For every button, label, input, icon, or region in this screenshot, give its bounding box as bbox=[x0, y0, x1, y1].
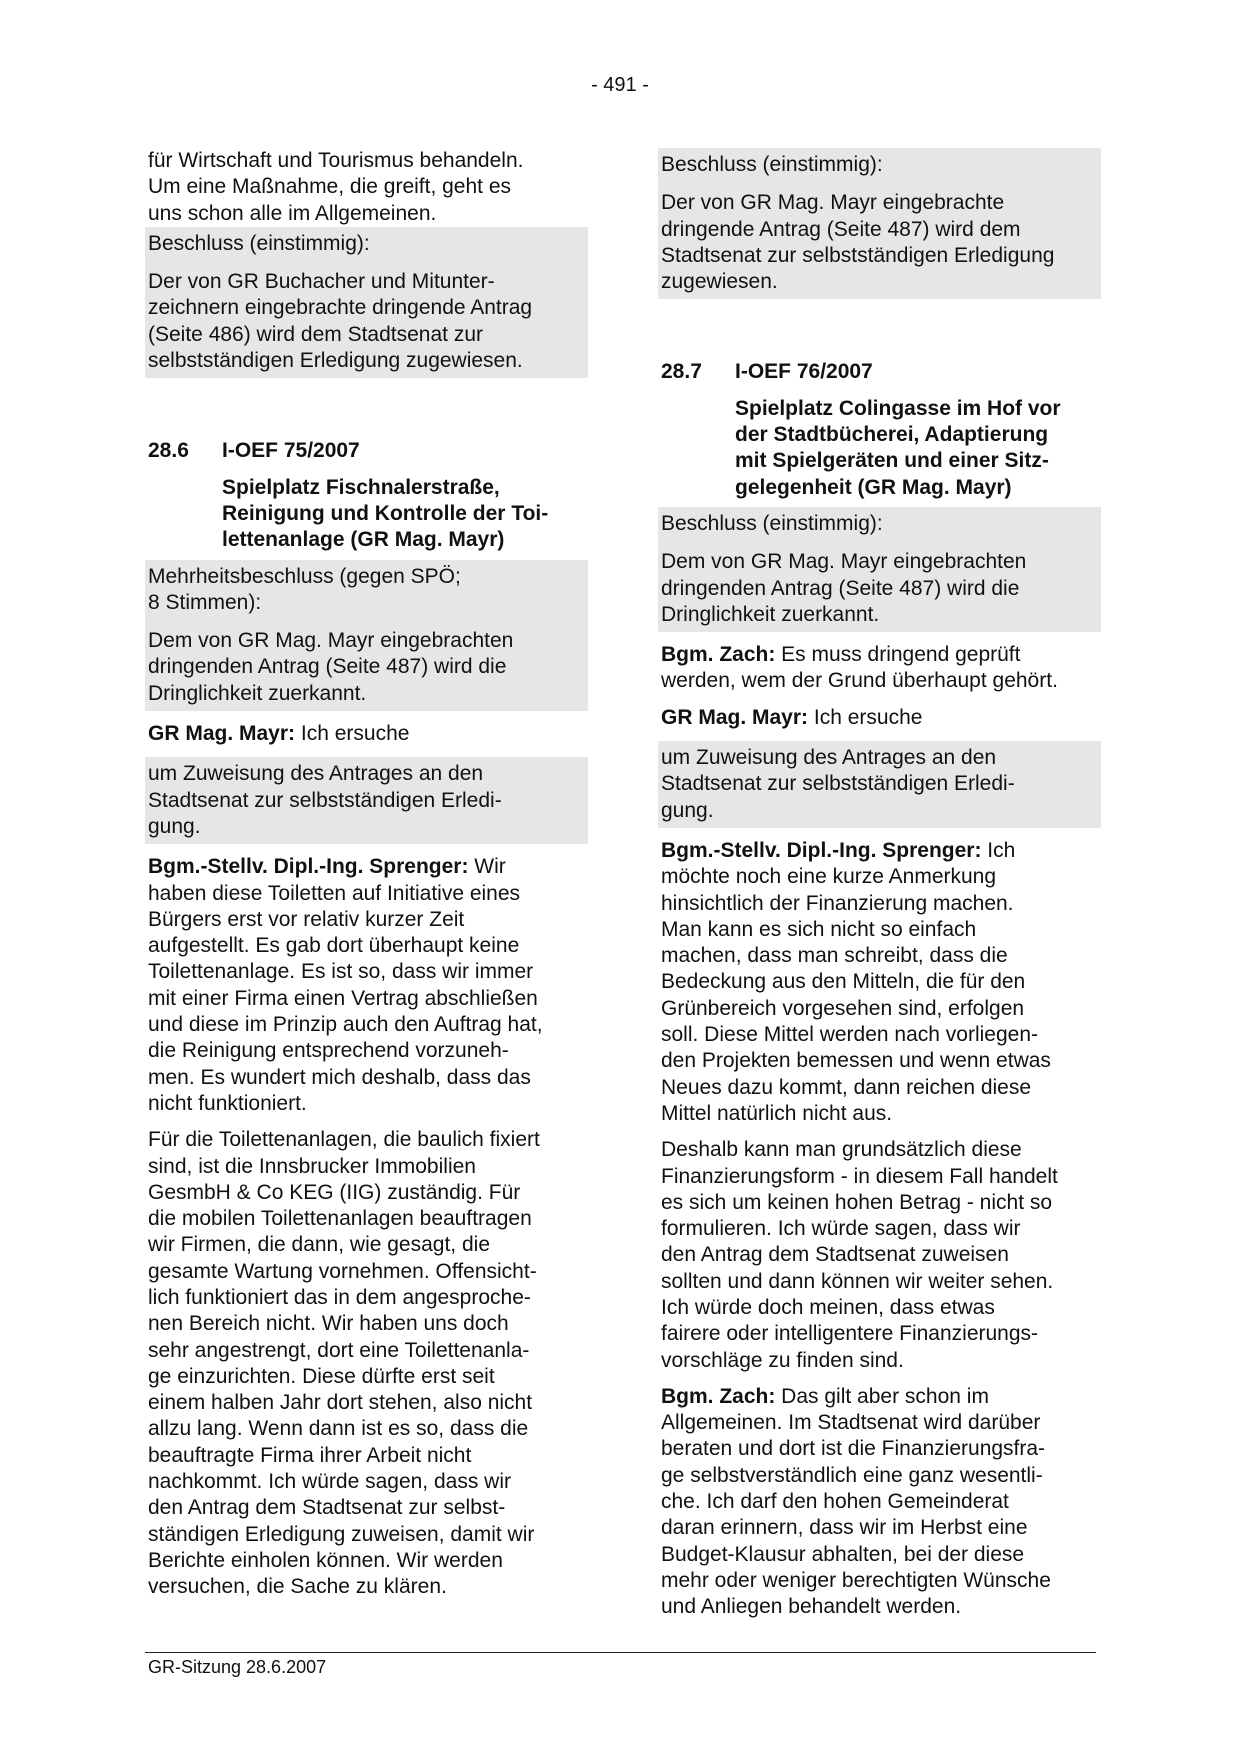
speech-text: Wir haben diese Toiletten auf Initiative eines Bürgers erst vor relativ kurzer Zeit aufgestellt. Es gab dort überhaupt keine Toilettenanlage. Es ist so, dass wir immer mit einer Firma einen Vertrag abschließen und diese im Prinzip auch den Auftrag hat, die Reinigung entsprechend vorzuneh- men. Es wundert mich deshalb, dass das nicht funktioniert. bbox=[148, 855, 543, 1115]
request-text: um Zuweisung des Antrages an den Stadtsenat zur selbstständigen Erledi- gung. bbox=[661, 746, 1015, 822]
speaker-name: Bgm. Zach: bbox=[661, 643, 776, 667]
speaker-name: Bgm. Zach: bbox=[661, 1384, 776, 1408]
footer-divider bbox=[145, 1652, 1096, 1653]
resolution-text: Der von GR Buchacher und Mitunter- zeichnern eingebrachte dringende Antrag (Seite 486) wird dem Stadtsenat zur selbstständigen Erledigung zugewiesen. bbox=[148, 270, 533, 373]
request-text: um Zuweisung des Antrages an den Stadtsenat zur selbstständigen Erledi- gung. bbox=[148, 762, 502, 838]
resolution-label: Beschluss (einstimmig): bbox=[661, 511, 883, 535]
footer-text: GR-Sitzung 28.6.2007 bbox=[148, 1657, 327, 1677]
speaker-name: GR Mag. Mayr: bbox=[661, 705, 809, 729]
resolution-label: Mehrheitsbeschluss (gegen SPÖ; 8 Stimmen): bbox=[148, 564, 461, 614]
speaker-name: GR Mag. Mayr: bbox=[148, 722, 296, 746]
resolution-label: Beschluss (einstimmig): bbox=[148, 231, 370, 255]
resolution-text: Dem von GR Mag. Mayr eingebrachten dringenden Antrag (Seite 487) wird die Dringlichkeit zuerkannt. bbox=[661, 550, 1027, 626]
body-paragraph: Deshalb kann man grundsätzlich diese Finanzierungsform - in diesem Fall handelt es sich um keinen hohen Betrag - nicht so formulieren. Ich würde sagen, dass wir den Antrag dem Stadtsenat zuweisen sollten und dann können wir weiter sehen. Ich würde doch meinen, dass etwas fairere oder intelligentere Finanzierungs- vorschläge zu finden sind. bbox=[661, 1138, 1058, 1372]
agenda-item bbox=[145, 438, 588, 553]
agenda-item-heading bbox=[658, 359, 1101, 385]
agenda-item-number: 28.6 bbox=[148, 439, 189, 463]
speech-text: Es muss dringend geprüft werden, wem der Grund überhaupt gehört. bbox=[661, 643, 1058, 693]
agenda-item-title: Spielplatz Fischnalerstraße, Reinigung und Kontrolle der Toi- lettenanlage (GR Mag. Mayr) bbox=[222, 475, 549, 552]
body-paragraph: Für die Toilettenanlagen, die baulich fixiert sind, ist die Innsbrucker Immobilien GesmbH & Co KEG (IIG) zuständig. Für die mobilen Toilettenanlagen beauftragen wir Firmen, die dann, wie gesagt, die gesamte Wartung vornehmen. Offensicht- lich funktioniert das in dem angesproche- nen Bereich nicht. Wir haben uns doch sehr angestrengt, dort eine Toilettenanla- ge einzurichten. Diese dürfte erst seit einem halben Jahr dort stehen, also nicht allzu lang. Wenn dann ist es so, dass die beauftragte Firma ihrer Arbeit nicht nachkommt. Ich würde sagen, dass wir den Antrag dem Stadtsenat zur selbst- ständigen Erledigung zuweisen, damit wir Berichte einholen können. Wir werden versuchen, die Sache zu klären. bbox=[148, 1128, 540, 1599]
request-block bbox=[145, 757, 588, 844]
resolution-block bbox=[658, 148, 1101, 299]
speech-text: Ich möchte noch eine kurze Anmerkung hinsichtlich der Finanzierung machen. Man kann es sich nicht so einfach machen, dass man schreibt, dass die Bedeckung aus den Mitteln, die für den Grünbereich vorgesehen sind, erfolgen soll. Diese Mittel werden nach vorliegen- den Projekten bemessen und wenn etwas Neues dazu kommt, dann reichen diese Mittel natürlich nicht aus. bbox=[661, 838, 1051, 1125]
agenda-item-code: I-OEF 75/2007 bbox=[222, 439, 360, 463]
left-column bbox=[145, 148, 588, 1601]
speech-paragraph bbox=[658, 838, 1101, 1127]
agenda-item-code: I-OEF 76/2007 bbox=[735, 360, 873, 384]
resolution-text: Dem von GR Mag. Mayr eingebrachten dringenden Antrag (Seite 487) wird die Dringlichkeit zuerkannt. bbox=[148, 629, 514, 705]
speech-text: Das gilt aber schon im Allgemeinen. Im Stadtsenat wird darüber beraten und dort ist die Finanzierungsfra- ge selbstverständlich eine ganz wesentli- che. Ich darf den hohen Gemeinderat daran erinnern, dass wir im Herbst eine Budget-Klausur abhalten, bei der diese mehr oder weniger berechtigten Wünsche und Anliegen behandelt werden. bbox=[661, 1384, 1051, 1619]
resolution-text: Der von GR Mag. Mayr eingebrachte dringende Antrag (Seite 487) wird dem Stadtsenat zur selbstständigen Erledigung zugewiesen. bbox=[661, 191, 1055, 294]
intro-paragraph: für Wirtschaft und Tourismus behandeln. Um eine Maßnahme, die greift, geht es uns schon alle im Allgemeinen. bbox=[148, 149, 524, 225]
speech-paragraph bbox=[658, 642, 1101, 695]
speech-paragraph bbox=[658, 705, 1101, 731]
speech-paragraph bbox=[145, 854, 588, 1117]
speaker-name: Bgm.-Stellv. Dipl.-Ing. Sprenger: bbox=[661, 838, 982, 862]
speech-paragraph bbox=[145, 721, 588, 747]
page-number: - 491 - bbox=[591, 74, 649, 96]
resolution-block bbox=[658, 507, 1101, 632]
resolution-block bbox=[145, 560, 588, 711]
agenda-item-title: Spielplatz Colingasse im Hof vor der Stadtbücherei, Adaptierung mit Spielgeräten und einer Sitz- gelegenheit (GR Mag. Mayr) bbox=[735, 396, 1061, 499]
resolution-label: Beschluss (einstimmig): bbox=[661, 153, 883, 176]
agenda-item-number: 28.7 bbox=[661, 360, 702, 384]
agenda-item bbox=[658, 359, 1101, 500]
request-block bbox=[658, 741, 1101, 828]
resolution-block bbox=[145, 227, 588, 378]
right-column bbox=[658, 148, 1101, 1621]
speaker-name: Bgm.-Stellv. Dipl.-Ing. Sprenger: bbox=[148, 855, 469, 879]
speech-text: Ich ersuche bbox=[808, 705, 923, 729]
agenda-item-heading bbox=[145, 438, 588, 464]
speech-paragraph bbox=[658, 1384, 1101, 1621]
speech-text: Ich ersuche bbox=[295, 722, 410, 746]
